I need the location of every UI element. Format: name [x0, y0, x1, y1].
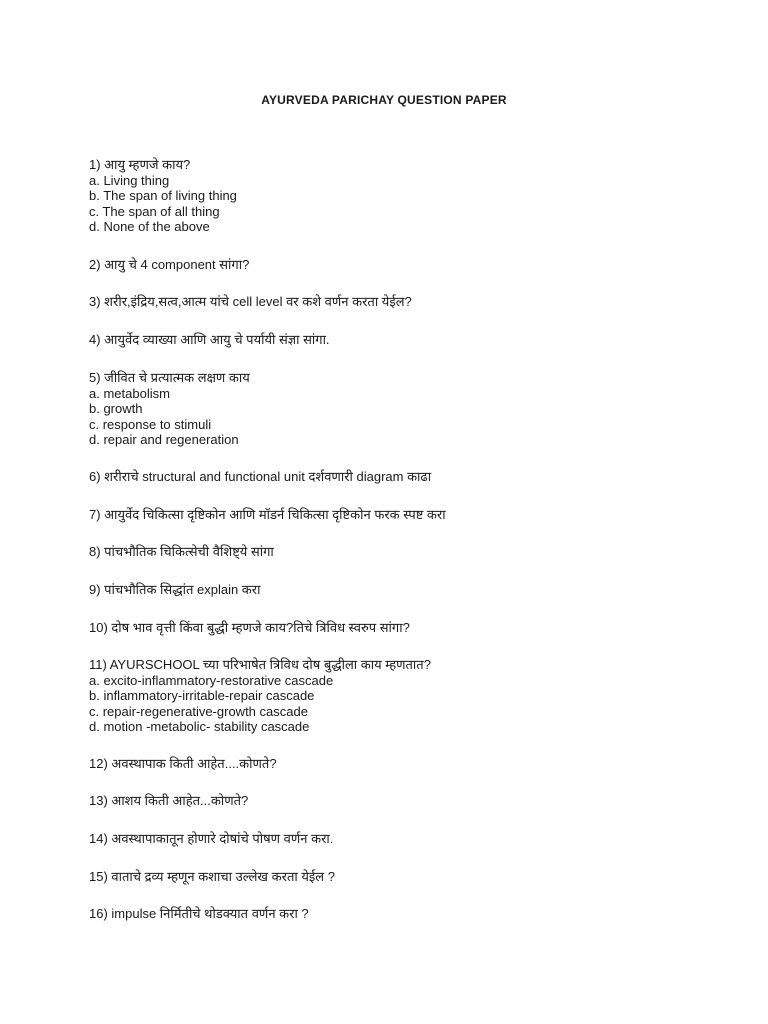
- question-text: 5) जीवित चे प्रत्यात्मक लक्षण काय: [89, 370, 250, 385]
- question-text: 13) आशय किती आहेत...कोणते?: [89, 793, 249, 808]
- question-15: [89, 869, 709, 885]
- option-c: c. response to stimuli: [89, 416, 212, 432]
- question-text: 8) पांचभौतिक चिकित्सेची वैशिष्ट्ये सांगा: [89, 544, 274, 559]
- option-a: a. Living thing: [89, 172, 170, 188]
- option-c: c. repair-regenerative-growth cascade: [89, 703, 308, 719]
- question-text: 16) impulse निर्मितीचे थोडक्यात वर्णन करा ?: [89, 906, 309, 921]
- question-16: [89, 906, 709, 922]
- question-text: 7) आयुर्वेद चिकित्सा दृष्टिकोन आणि मॉडर्न चिकित्सा दृष्टिकोन फरक स्पष्ट करा: [89, 507, 446, 522]
- question-7: [89, 507, 709, 523]
- question-11: [89, 657, 709, 735]
- question-10: [89, 620, 709, 636]
- question-text: 9) पांचभौतिक सिद्धांत explain करा: [89, 582, 261, 597]
- question-text: 10) दोष भाव वृत्ती किंवा बुद्धी म्हणजे काय?तिचे त्रिविध स्वरुप सांगा?: [89, 620, 410, 635]
- option-d: d. None of the above: [89, 219, 210, 234]
- question-9: [89, 582, 709, 598]
- question-text: 6) शरीराचे structural and functional unit दर्शवणारी diagram काढा: [89, 469, 432, 484]
- question-2: [89, 257, 709, 273]
- option-a: a. metabolism: [89, 385, 170, 401]
- option-a: a. excito-inflammatory-restorative cascade: [89, 672, 334, 688]
- option-d: d. repair and regeneration: [89, 432, 239, 447]
- question-text: 2) आयु चे 4 component सांगा?: [89, 257, 250, 272]
- option-d: d. motion -metabolic- stability cascade: [89, 719, 310, 734]
- question-text: 15) वाताचे द्रव्य म्हणून कशाचा उल्लेख करता येईल ?: [89, 869, 335, 884]
- question-4: [89, 332, 709, 348]
- option-b: b. growth: [89, 401, 143, 416]
- page-title: AYURVEDA PARICHAY QUESTION PAPER: [261, 93, 507, 107]
- question-text: 12) अवस्थापाक किती आहेत....कोणते?: [89, 756, 277, 771]
- question-text: 11) AYURSCHOOL च्या परिभाषेत त्रिविध दोष बुद्धीला काय म्हणतात?: [89, 657, 431, 672]
- option-b: b. inflammatory-irritable-repair cascade: [89, 688, 315, 703]
- question-14: [89, 831, 709, 847]
- question-text: 1) आयु म्हणजे काय?: [89, 157, 191, 172]
- option-c: c. The span of all thing: [89, 203, 220, 219]
- question-12: [89, 756, 709, 772]
- option-b: b. The span of living thing: [89, 188, 237, 203]
- question-5: [89, 370, 709, 448]
- question-13: [89, 793, 709, 809]
- question-3: [89, 294, 709, 310]
- question-6: [89, 469, 709, 485]
- question-text: 3) शरीर,इंद्रिय,सत्व,आत्म यांचे cell level वर कशे वर्णन करता येईल?: [89, 294, 412, 309]
- question-text: 4) आयुर्वेद व्याख्या आणि आयु चे पर्यायी संज्ञा सांगा.: [89, 332, 330, 347]
- question-1: [89, 157, 709, 235]
- question-8: [89, 544, 709, 560]
- question-text: 14) अवस्थापाकातून होणारे दोषांचे पोषण वर्णन करा.: [89, 831, 334, 846]
